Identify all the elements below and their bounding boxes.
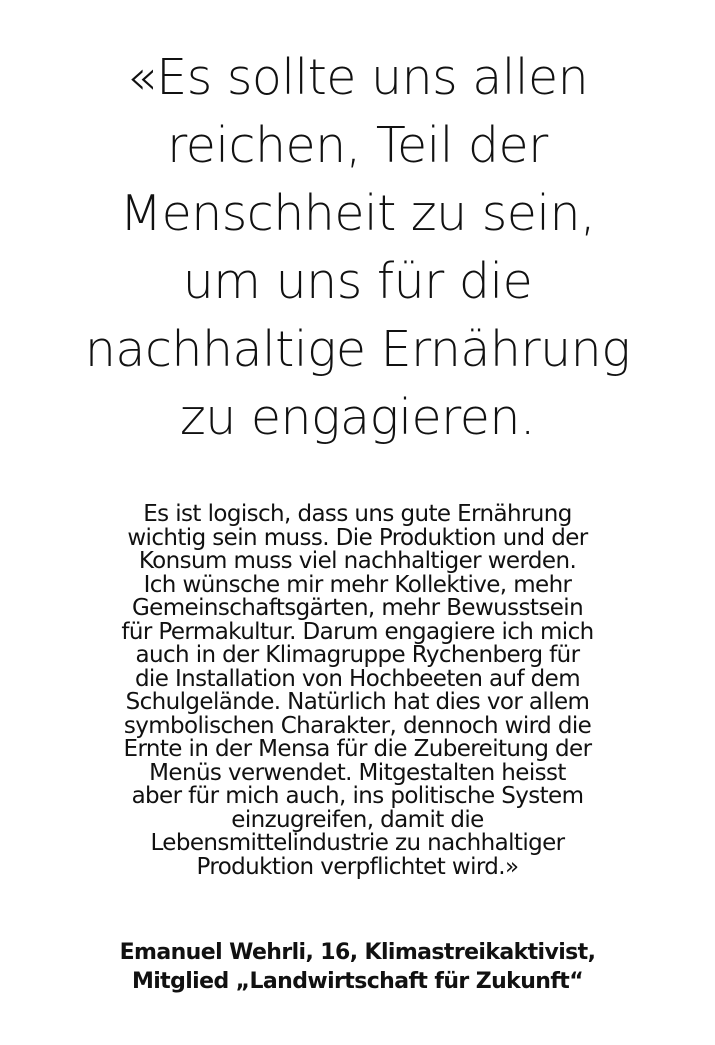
body-line: Ernte in der Mensa für die Zubereitung der xyxy=(123,736,592,762)
quote-headline xyxy=(40,44,675,452)
body-line: Lebensmittelindustrie zu nachhaltiger xyxy=(150,830,565,856)
body-line: Es ist logisch, dass uns gute Ernährung xyxy=(143,501,572,527)
headline-line: zu engagieren. xyxy=(180,389,535,446)
body-line: die Installation von Hochbeeten auf dem xyxy=(134,665,581,692)
body-line: für Permakultur. Darum engagiere ich mich xyxy=(121,618,594,645)
attribution-line: Mitglied „Landwirtschaft für Zukunft“ xyxy=(131,969,584,994)
headline-line: nachhaltige Ernährung xyxy=(84,321,631,378)
quote-attribution xyxy=(40,938,675,996)
body-line: einzugreifen, damit die xyxy=(231,806,484,833)
body-line: Menüs verwendet. Mitgestalten heisst xyxy=(149,759,566,786)
body-line: Ich wünsche mir mehr Kollektive, mehr xyxy=(143,571,572,598)
body-line: Produktion verpflichtet wird.» xyxy=(196,853,519,880)
quote-body xyxy=(48,503,667,879)
body-line: Konsum muss viel nachhaltiger werden. xyxy=(138,548,577,574)
headline-line: «Es sollte uns allen xyxy=(126,49,589,106)
body-line: Schulgelände. Natürlich hat dies vor allem xyxy=(125,689,590,715)
headline-line: reichen, Teil der xyxy=(167,117,548,174)
body-line: wichtig sein muss. Die Produktion und der xyxy=(127,524,588,551)
body-line: Gemeinschaftsgärten, mehr Bewusstsein xyxy=(131,595,584,621)
headline-line: um uns für die xyxy=(182,253,533,310)
headline-line: Menschheit zu sein, xyxy=(119,185,596,242)
body-line: auch in der Klimagruppe Rychenberg für xyxy=(135,642,580,668)
body-line: aber für mich auch, ins politische System xyxy=(131,783,584,809)
body-line: symbolischen Charakter, dennoch wird die xyxy=(123,712,592,739)
attribution-line: Emanuel Wehrli, 16, Klimastreikaktivist, xyxy=(119,940,596,965)
